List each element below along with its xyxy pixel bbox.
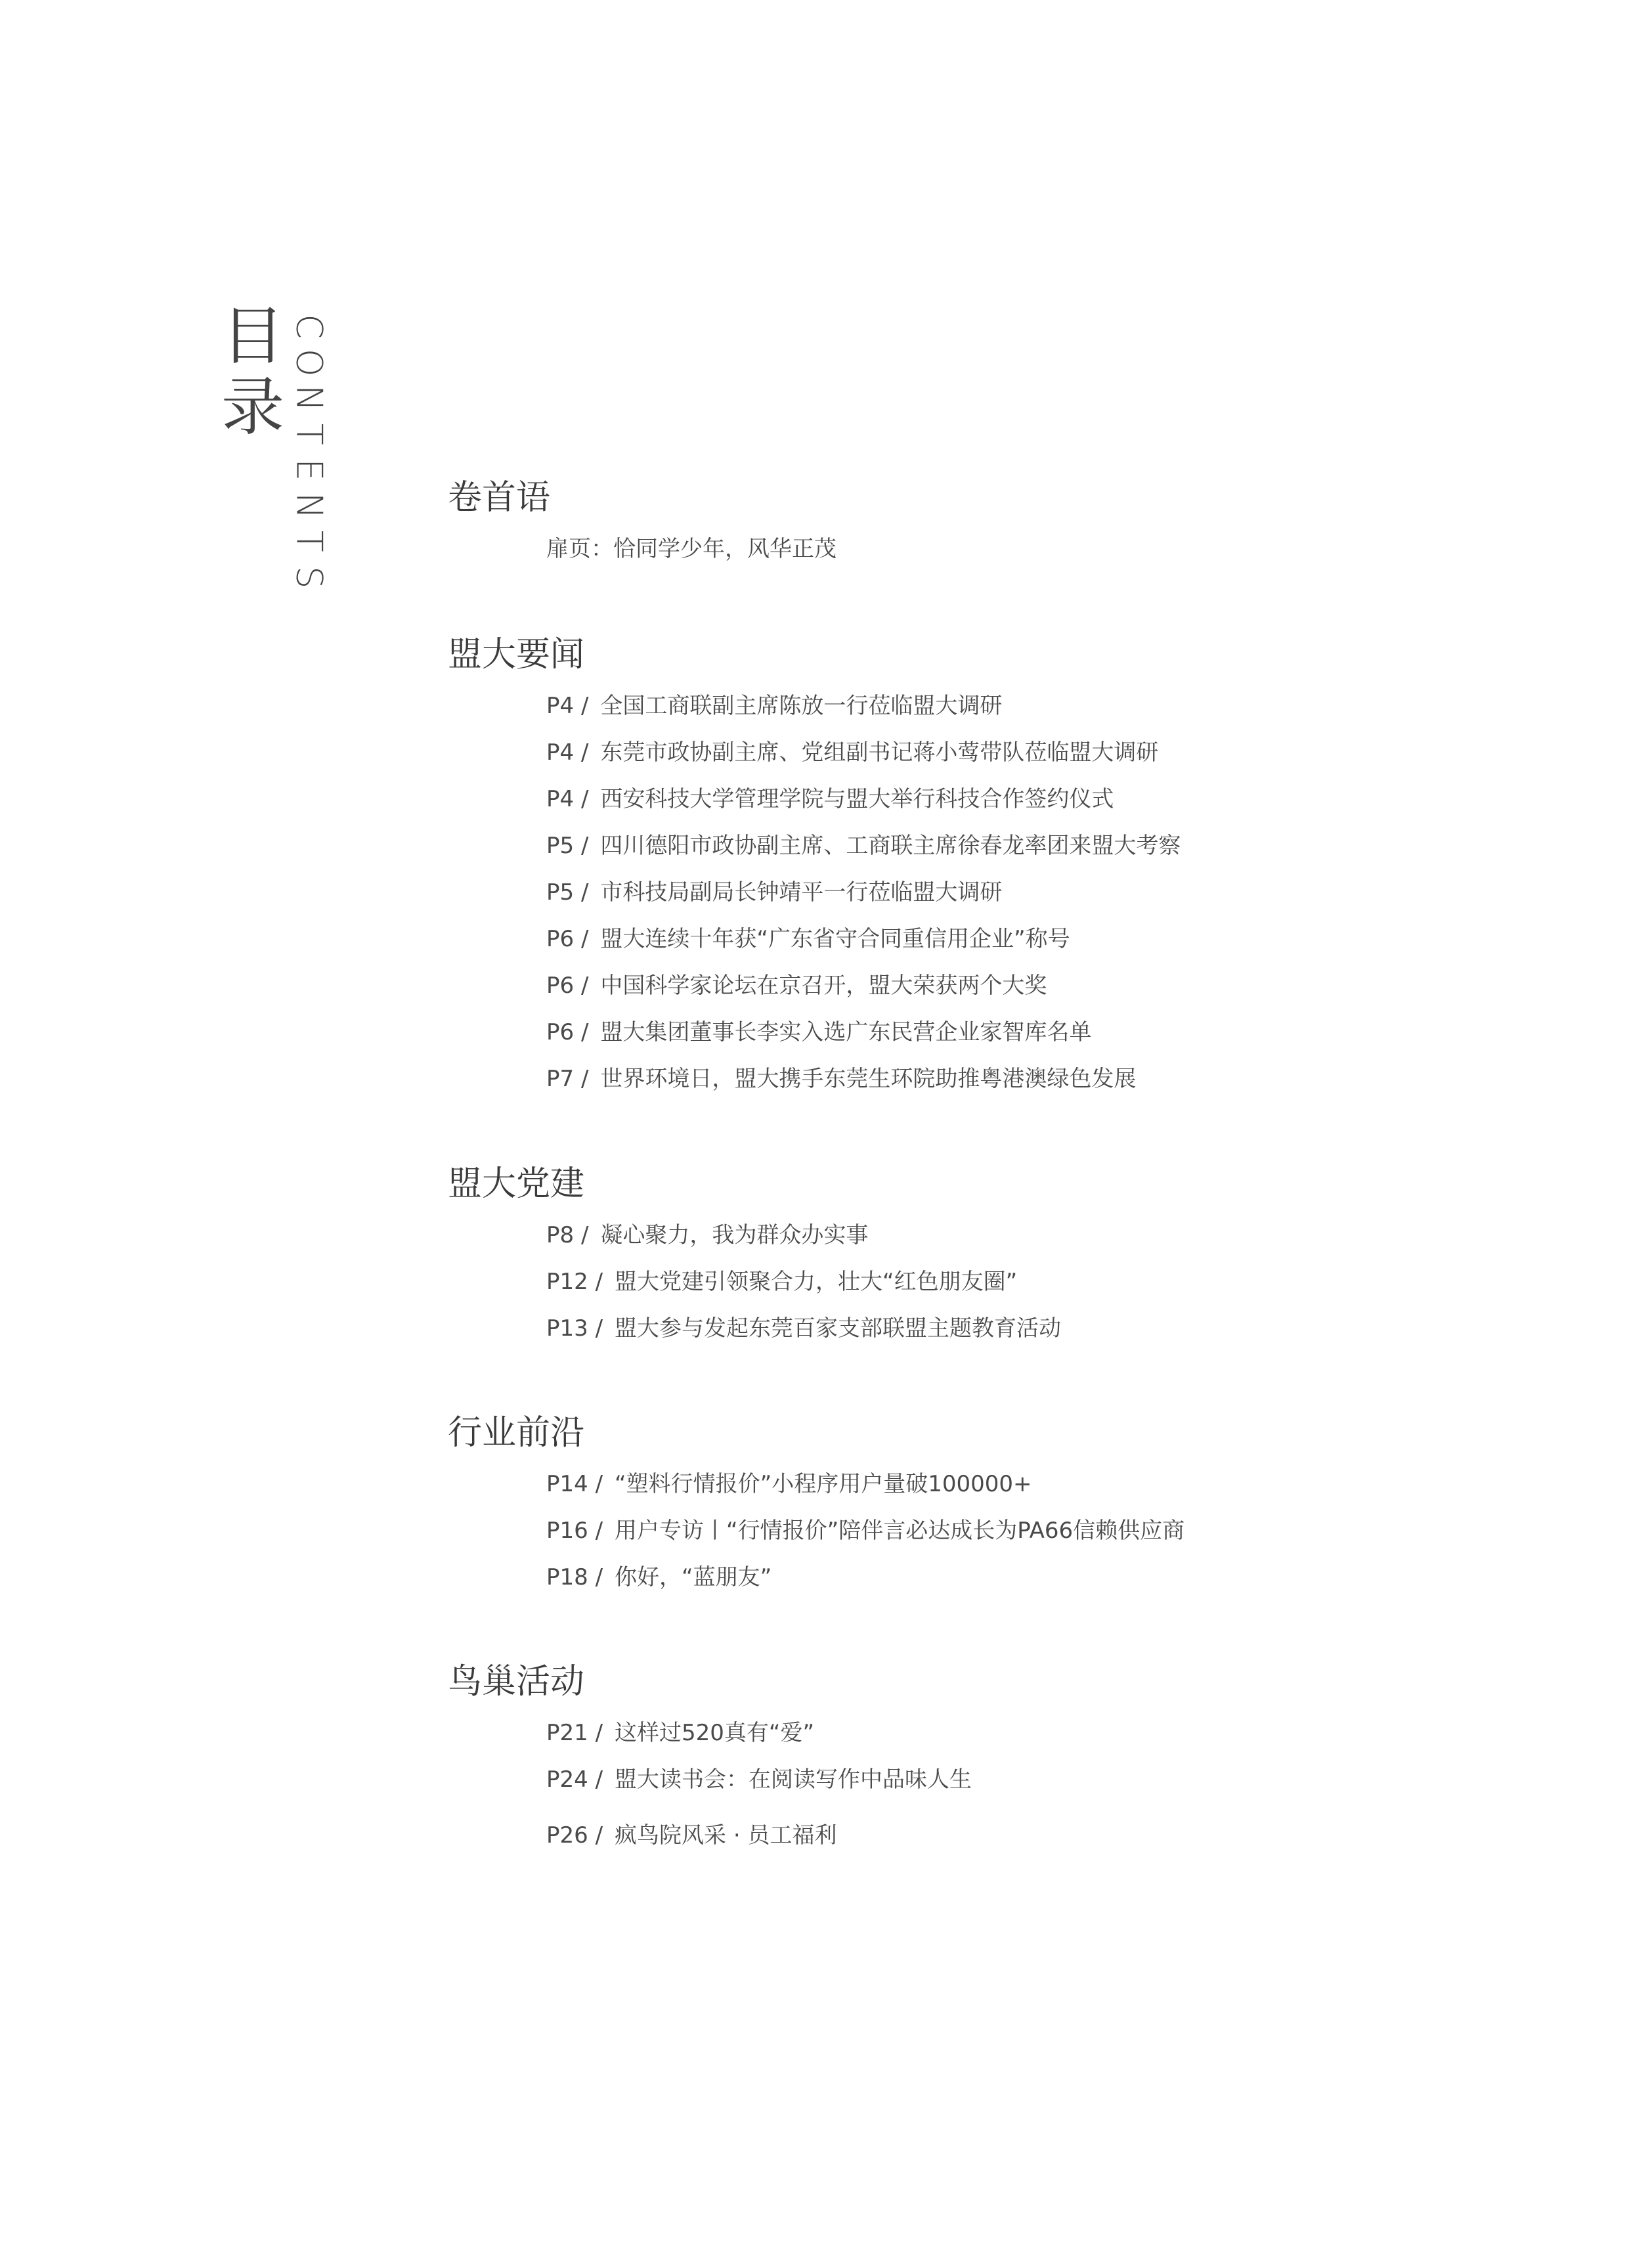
toc-entry[interactable]: [546, 1720, 814, 1746]
title-en-letter: N: [288, 385, 330, 412]
entry-page: P4 /: [546, 739, 589, 766]
entry-text: 盟大读书会：在阅读写作中品味人生: [615, 1766, 972, 1793]
entry-page: P5 /: [546, 833, 589, 859]
entry-text: 用户专访丨“行情报价”陪伴言必达成长为PA66信赖供应商: [615, 1518, 1185, 1544]
entry-text: 你好，“蓝朋友”: [615, 1564, 772, 1590]
entry-text: 凝心聚力，我为群众办实事: [600, 1222, 869, 1248]
entry-page: P24 /: [546, 1766, 603, 1793]
toc-entry[interactable]: [546, 1019, 1091, 1045]
entry-page: P18 /: [546, 1564, 603, 1590]
section-title-industry: 行业前沿: [448, 1413, 585, 1453]
contents-title-cn: [217, 301, 289, 443]
section-title-activities: 鸟巢活动: [448, 1662, 585, 1701]
toc-entry[interactable]: [546, 1518, 1185, 1544]
toc-entry[interactable]: [546, 693, 1002, 719]
toc-entry[interactable]: [546, 1222, 868, 1248]
entry-page: P7 /: [546, 1066, 589, 1092]
entry-text: 这样过520真有“爱”: [615, 1720, 815, 1746]
title-en-letter: T: [288, 423, 330, 445]
entry-text: 扉页：恰同学少年，风华正茂: [546, 536, 837, 562]
toc-entry[interactable]: [546, 739, 1158, 766]
entry-page: P21 /: [546, 1720, 603, 1746]
section-title-foreword: 卷首语: [448, 478, 551, 517]
toc-entry[interactable]: [546, 1822, 837, 1849]
entry-page: P6 /: [546, 973, 589, 999]
entry-text: 市科技局副局长钟靖平一行莅临盟大调研: [600, 879, 1003, 906]
title-en-letter: T: [288, 530, 330, 552]
toc-entry[interactable]: [546, 1471, 1032, 1497]
entry-text: 世界环境日，盟大携手东莞生环院助推粤港澳绿色发展: [600, 1066, 1137, 1092]
entry-page: P8 /: [546, 1222, 589, 1248]
entry-page: P13 /: [546, 1315, 603, 1342]
toc-entry[interactable]: [546, 1315, 1061, 1342]
entry-page: P4 /: [546, 693, 589, 719]
toc-entry[interactable]: [546, 973, 1047, 999]
entry-text: 疯鸟院风采 · 员工福利: [615, 1822, 837, 1849]
toc-entry[interactable]: [546, 833, 1181, 859]
entry-text: 盟大连续十年获“广东省守合同重信用企业”称号: [600, 926, 1070, 952]
toc-entry[interactable]: [546, 1766, 972, 1793]
contents-title-en: [289, 309, 328, 595]
toc-entry[interactable]: [546, 786, 1114, 812]
entry-page: P26 /: [546, 1822, 603, 1849]
entry-text: 盟大党建引领聚合力，壮大“红色朋友圈”: [615, 1269, 1018, 1295]
entry-page: P6 /: [546, 1019, 589, 1045]
entry-page: P6 /: [546, 926, 589, 952]
title-en-letter: C: [288, 314, 330, 340]
entry-page: P4 /: [546, 786, 589, 812]
entry-text: 全国工商联副主席陈放一行莅临盟大调研: [600, 693, 1003, 719]
toc-entry[interactable]: [546, 1269, 1017, 1295]
title-en-letter: E: [288, 458, 330, 481]
entry-text: 中国科学家论坛在京召开，盟大荣获两个大奖: [600, 973, 1047, 999]
entry-page: P14 /: [546, 1471, 603, 1497]
entry-text: 西安科技大学管理学院与盟大举行科技合作签约仪式: [600, 786, 1114, 812]
entry-text: 东莞市政协副主席、党组副书记蒋小莺带队莅临盟大调研: [600, 739, 1159, 766]
toc-entry[interactable]: [546, 879, 1002, 906]
title-en-letter: N: [288, 492, 330, 519]
toc-entry[interactable]: [546, 926, 1070, 952]
entry-page: P16 /: [546, 1518, 603, 1544]
entry-text: 盟大集团董事长李实入选广东民营企业家智库名单: [600, 1019, 1092, 1045]
title-cn-char-1: 目: [221, 299, 284, 373]
title-en-letter: O: [288, 348, 330, 376]
entry-text: “塑料行情报价”小程序用户量破100000+: [615, 1471, 1032, 1497]
entry-text: 盟大参与发起东莞百家支部联盟主题教育活动: [615, 1315, 1062, 1342]
entry-page: P5 /: [546, 879, 589, 906]
toc-entry[interactable]: [546, 1066, 1136, 1092]
entry-text: 四川德阳市政协副主席、工商联主席徐春龙率团来盟大考察: [600, 833, 1181, 859]
section-title-party: 盟大党建: [448, 1164, 585, 1204]
entry-page: P12 /: [546, 1269, 603, 1295]
title-cn-char-2: 录: [221, 370, 284, 444]
toc-entry[interactable]: [546, 536, 837, 562]
toc-entry[interactable]: [546, 1564, 772, 1590]
title-en-letter: S: [288, 565, 330, 588]
section-title-news: 盟大要闻: [448, 635, 585, 674]
